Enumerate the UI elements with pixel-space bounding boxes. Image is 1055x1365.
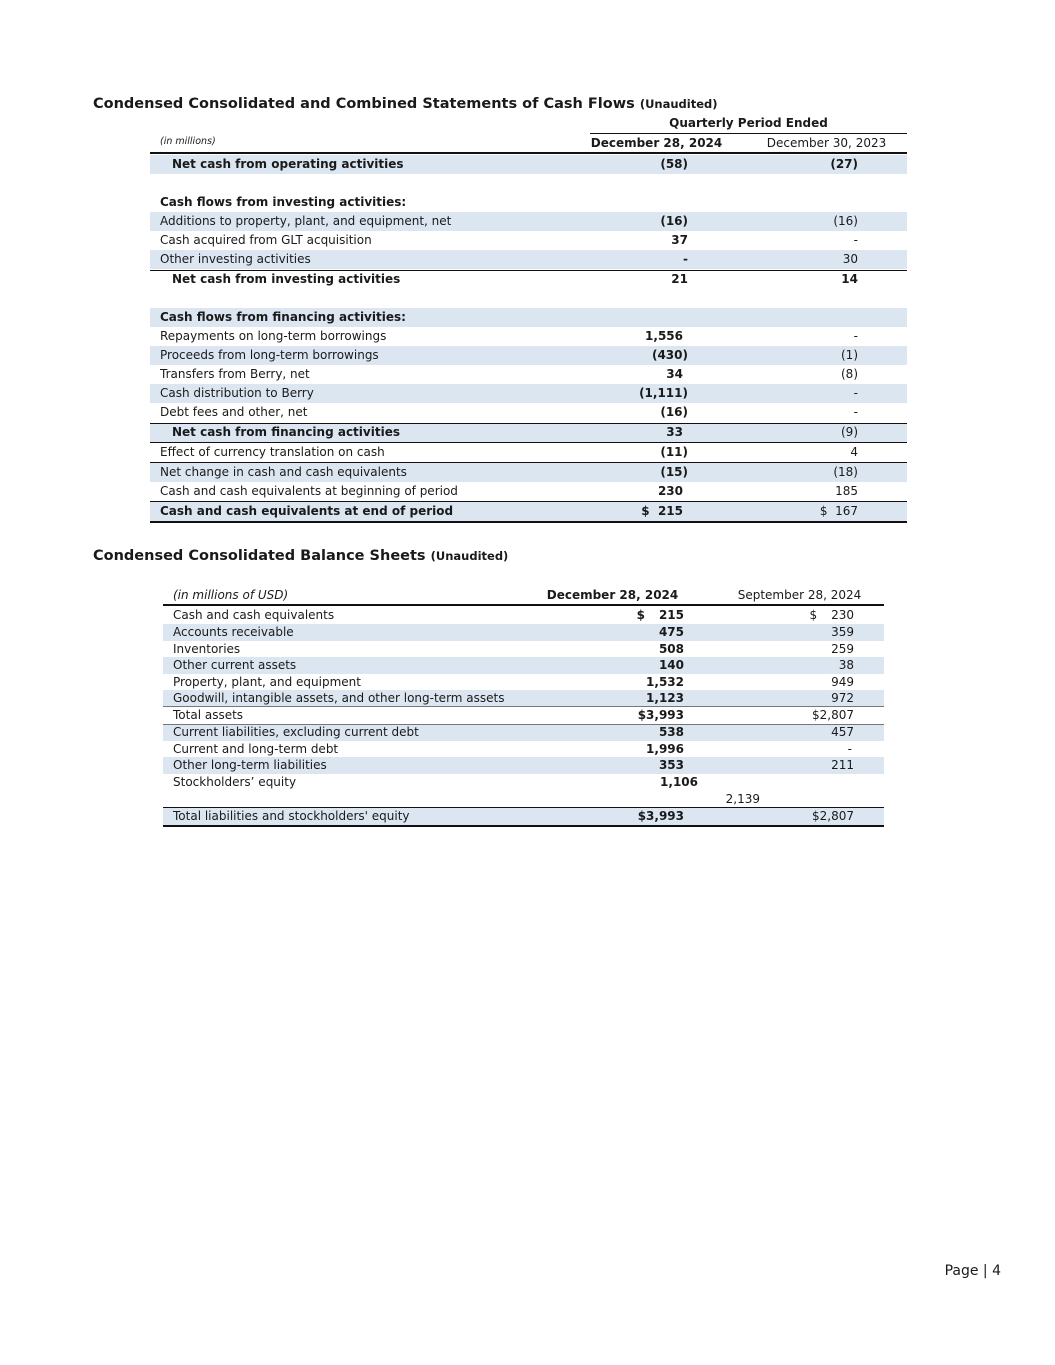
table-row <box>150 443 907 462</box>
row-label: Cash distribution to Berry <box>160 386 314 400</box>
row-value-prior: - <box>853 405 858 419</box>
balance-sheet-col1-header: December 28, 2024 <box>546 588 679 602</box>
row-value-prior: $2,807 <box>812 708 854 722</box>
row-divider <box>163 706 884 707</box>
table-row <box>150 231 907 250</box>
row-label: Effect of currency translation on cash <box>160 445 385 459</box>
row-divider <box>163 724 884 725</box>
row-label: Stockholders’ equity <box>173 775 297 789</box>
table-row <box>150 365 907 384</box>
table-row <box>163 657 884 674</box>
balance-sheet-title <box>93 548 508 564</box>
currency-symbol: $ <box>809 608 818 622</box>
row-value-prior: - <box>847 741 852 756</box>
row-value-prior: - <box>853 386 858 400</box>
row-value-current: 21 <box>671 272 688 286</box>
table-row <box>163 641 884 658</box>
row-value-current: 215 <box>657 504 683 518</box>
row-label: Total assets <box>173 708 244 722</box>
row-label: Cash and cash equivalents at beginning of period <box>160 484 458 498</box>
row-label: Net cash from operating activities <box>172 157 404 171</box>
row-value-current: $3,993 <box>637 809 684 823</box>
table-row <box>163 624 884 641</box>
row-value-prior: 359 <box>831 625 854 639</box>
row-value-prior: (8) <box>841 367 858 381</box>
row-value-current: (15) <box>660 465 688 479</box>
row-value-current: 1,996 <box>646 741 684 756</box>
row-label: Other current assets <box>173 658 297 672</box>
row-value-prior: $2,807 <box>812 809 854 823</box>
table-row <box>150 155 907 174</box>
row-value-prior: 167 <box>835 504 858 518</box>
table-row <box>150 212 907 231</box>
row-label: Property, plant, and equipment <box>173 674 361 689</box>
row-value-prior: (9) <box>841 425 858 439</box>
table-row <box>150 482 907 501</box>
row-value-current: 475 <box>658 625 684 639</box>
row-value-current: - <box>683 252 688 266</box>
row-label: Repayments on long-term borrowings <box>160 329 387 343</box>
row-label: Net cash from financing activities <box>172 425 400 439</box>
row-divider <box>150 442 907 443</box>
table-row <box>163 741 884 758</box>
table-row <box>163 724 884 741</box>
row-label: Cash and cash equivalents <box>173 608 335 622</box>
row-value-current: 37 <box>671 233 688 247</box>
row-value-current: $3,993 <box>637 708 684 722</box>
row-label: Net cash from investing activities <box>172 272 401 286</box>
row-value-prior: 972 <box>831 691 854 705</box>
row-value-current: 1,556 <box>645 329 683 343</box>
row-label: Other investing activities <box>160 252 311 266</box>
cash-flow-header-rule <box>150 152 907 154</box>
balance-sheet-title-text: Condensed Consolidated Balance Sheets <box>93 548 426 564</box>
section-header-row <box>150 308 907 327</box>
row-value-prior: 230 <box>831 608 854 622</box>
row-value-prior: 211 <box>831 758 854 772</box>
row-label: Inventories <box>173 641 241 656</box>
row-label: Cash flows from financing activities: <box>160 310 406 324</box>
table-row <box>163 774 884 807</box>
row-value-prior: 457 <box>831 725 854 739</box>
row-value-current: 140 <box>658 658 684 672</box>
row-label: Other long-term liabilities <box>173 758 327 772</box>
row-value-prior: 30 <box>842 252 858 266</box>
row-value-prior: (16) <box>833 214 858 228</box>
currency-symbol: $ <box>641 504 650 518</box>
row-label: Additions to property, plant, and equipment, net <box>160 214 452 228</box>
row-value-prior: 259 <box>831 641 854 656</box>
page-number: Page | 4 <box>944 1263 1001 1279</box>
row-value-prior: (27) <box>830 157 858 171</box>
row-value-prior: - <box>853 329 858 343</box>
period-header: Quarterly Period Ended <box>669 116 828 130</box>
row-value-prior: - <box>853 233 858 247</box>
row-value-current: 230 <box>657 484 683 498</box>
currency-symbol: $ <box>819 504 828 518</box>
row-label: Goodwill, intangible assets, and other long-term assets <box>173 691 505 705</box>
row-value-current: 353 <box>658 758 684 772</box>
table-row <box>150 403 907 422</box>
row-value-current: 215 <box>658 608 684 622</box>
table-row <box>163 757 884 774</box>
row-value-prior: 4 <box>850 445 858 459</box>
table-row <box>163 690 884 707</box>
row-label: Debt fees and other, net <box>160 405 308 419</box>
row-divider <box>150 423 907 424</box>
cash-flow-col1-header: December 28, 2024 <box>590 136 723 150</box>
row-label: Total liabilities and stockholders' equity <box>173 809 410 823</box>
balance-sheet-subtitle: (Unaudited) <box>430 549 509 563</box>
table-row <box>163 707 884 724</box>
row-divider <box>163 807 884 808</box>
row-value-prior: 185 <box>835 484 858 498</box>
cash-flow-title <box>93 96 718 112</box>
period-header-rule <box>590 133 907 134</box>
table-bottom-rule <box>150 521 907 523</box>
row-divider <box>150 462 907 463</box>
table-row <box>150 250 907 269</box>
cash-flow-col2-header: December 30, 2023 <box>766 136 887 150</box>
balance-sheet-units: (in millions of USD) <box>173 588 289 602</box>
row-value-current: (430) <box>651 348 688 362</box>
table-row <box>150 327 907 346</box>
row-value-current: (58) <box>660 157 688 171</box>
table-row <box>163 808 884 825</box>
row-value-prior: 949 <box>831 674 854 689</box>
row-divider <box>150 270 907 271</box>
row-value-prior: 14 <box>841 272 858 286</box>
row-label: Cash and cash equivalents at end of period <box>160 504 454 518</box>
table-row <box>150 423 907 442</box>
row-value-current: 538 <box>658 725 684 739</box>
row-label: Cash flows from investing activities: <box>160 195 407 209</box>
row-value-current: 33 <box>666 425 683 439</box>
row-value-current: (11) <box>660 445 688 459</box>
row-value-current: (16) <box>660 214 688 228</box>
balance-sheet-col2-header: September 28, 2024 <box>737 588 862 602</box>
row-value-current: 1,532 <box>646 674 684 689</box>
row-label: Cash acquired from GLT acquisition <box>160 233 372 247</box>
row-label: Transfers from Berry, net <box>160 367 310 381</box>
currency-symbol: $ <box>636 608 645 622</box>
row-value-prior: (18) <box>833 465 858 479</box>
row-label: Current and long-term debt <box>173 741 339 756</box>
row-value-current: (16) <box>660 405 688 419</box>
row-value-current: (1,111) <box>639 386 688 400</box>
balance-sheet-header-rule <box>163 604 884 606</box>
cash-flow-title-text: Condensed Consolidated and Combined Statements of Cash Flows <box>93 96 635 112</box>
table-row <box>150 463 907 482</box>
table-row <box>163 674 884 691</box>
row-value-prior: (1) <box>841 348 858 362</box>
row-value-current: 1,123 <box>646 691 684 705</box>
row-label: Accounts receivable <box>173 625 294 639</box>
row-value-current: 34 <box>666 367 683 381</box>
table-row <box>150 270 907 289</box>
table-bottom-rule <box>163 825 884 827</box>
row-value-prior: 2,139 <box>725 791 760 806</box>
table-row <box>163 607 884 624</box>
cash-flow-units: (in millions) <box>160 136 216 147</box>
cash-flow-subtitle: (Unaudited) <box>639 97 718 111</box>
table-row <box>150 384 907 403</box>
table-row <box>150 346 907 365</box>
row-value-prior: 38 <box>838 658 854 672</box>
table-row <box>150 502 907 521</box>
section-header-row <box>150 193 907 212</box>
row-label: Net change in cash and cash equivalents <box>160 465 407 479</box>
row-value-current: 1,106 <box>660 775 698 789</box>
row-value-current: 508 <box>658 641 684 656</box>
row-label: Proceeds from long-term borrowings <box>160 348 379 362</box>
row-divider <box>150 501 907 502</box>
row-label: Current liabilities, excluding current debt <box>173 725 419 739</box>
